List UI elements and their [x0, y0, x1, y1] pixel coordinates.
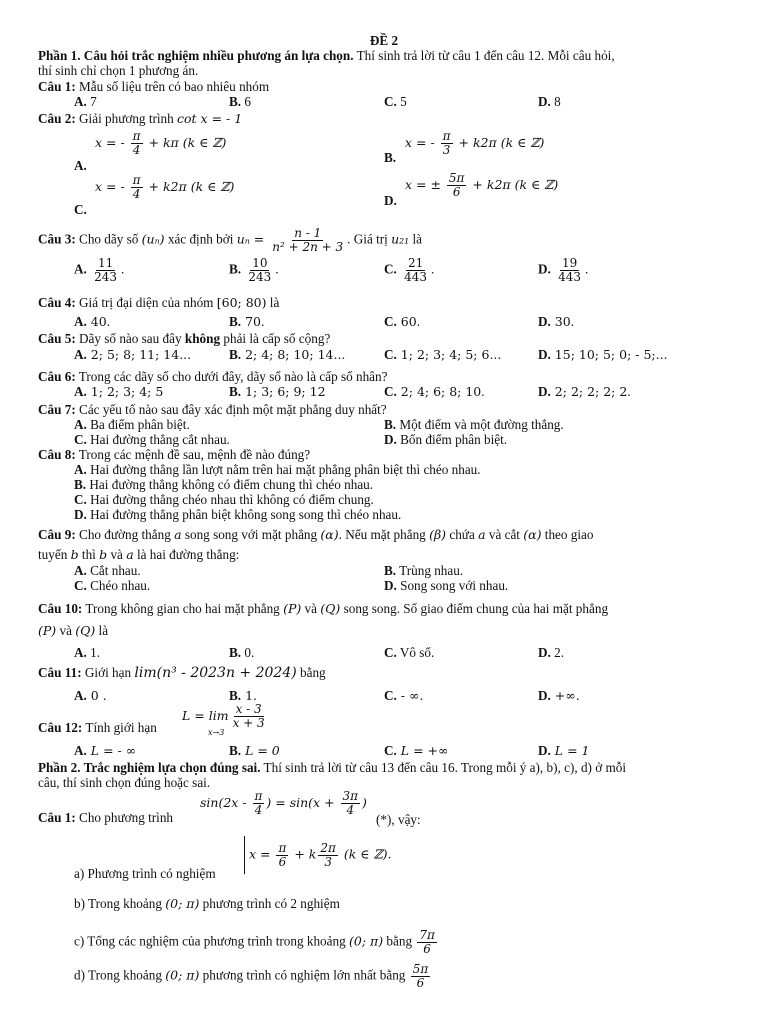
- q2-option-b[interactable]: B.: [384, 150, 397, 165]
- q9-option-a[interactable]: A. Cắt nhau.: [74, 563, 141, 578]
- p2-equation-tail: (*), vậy:: [376, 812, 421, 827]
- q6-option-b[interactable]: B. 1; 3; 6; 9; 12: [229, 384, 326, 399]
- p2-statement-a-expr: x = $\frac{\pi}{6}$ + k $\frac{2\pi}{3}$ (k ∈ ℤ).: [244, 836, 392, 874]
- q6-option-c[interactable]: C. 2; 4; 6; 8; 10.: [384, 384, 485, 399]
- q11-option-a[interactable]: A. 0 .: [74, 688, 107, 703]
- question-3: Câu 3: Cho dãy số (uₙ) xác định bởi uₙ = $\frac{n - 1}{\text{n² + 2n + 3}}$ . Giá trị u₂₁ là: [38, 226, 423, 254]
- q11-option-d[interactable]: D. +∞.: [538, 688, 580, 703]
- q2-option-c-expr: x = - $\frac{\pi}{4}$ + k2π (k ∈ ℤ): [95, 173, 235, 201]
- limit-formula: L = lim $\frac{x - 3}{x + 3}$: [182, 702, 265, 730]
- question-5: Câu 5: Dãy số nào sau đây không phải là cấp số cộng?: [38, 331, 331, 346]
- limit-expression: lim(n³ - 2023n + 2024): [134, 665, 297, 681]
- part1-instr-2: thí sinh chỉ chọn 1 phương án.: [38, 63, 199, 78]
- q9-option-d[interactable]: D. Song song với nhau.: [384, 578, 509, 593]
- question-text: Mẫu số liệu trên có bao nhiêu nhóm: [75, 79, 270, 94]
- limit-subscript: x→3: [208, 728, 225, 737]
- q5-option-a[interactable]: A. 2; 5; 8; 11; 14...: [74, 347, 192, 362]
- q11-option-c[interactable]: C. - ∞.: [384, 688, 424, 703]
- p2-statement-b[interactable]: b) Trong khoảng (0; π) phương trình có 2 nghiệm: [74, 896, 340, 911]
- q1-option-c[interactable]: C. 5: [384, 94, 407, 109]
- p2-statement-c[interactable]: c) Tổng các nghiệm của phương trình trong khoảng (0; π) bằng $\frac{7\pi}{6}$: [74, 928, 435, 956]
- q8-option-b[interactable]: B. Hai đường thẳng không có điểm chung thì chéo nhau.: [74, 477, 374, 492]
- q7-option-b[interactable]: B. Một điểm và một đường thẳng.: [384, 417, 564, 432]
- q5-option-d[interactable]: D. 15; 10; 5; 0; - 5;...: [538, 347, 668, 362]
- q10-option-a[interactable]: A. 1.: [74, 645, 101, 660]
- q11-option-b[interactable]: B. 1.: [229, 688, 257, 703]
- q2-option-d-expr: x = ± $\frac{5\pi}{6}$ + k2π (k ∈ ℤ): [405, 171, 559, 199]
- q7-option-a[interactable]: A. Ba điểm phân biệt.: [74, 417, 190, 432]
- part1-heading: Phần 1. Câu hỏi trắc nghiệm nhiều phương án lựa chọn.: [38, 48, 354, 63]
- q4-option-b[interactable]: B. 70.: [229, 314, 265, 329]
- q10-option-b[interactable]: B. 0.: [229, 645, 255, 660]
- question-4: Câu 4: Giá trị đại diện của nhóm [60; 80) là: [38, 295, 280, 310]
- q1-option-d[interactable]: D. 8: [538, 94, 561, 109]
- question-10-cont: (P) và (Q) là: [38, 623, 109, 638]
- q5-option-c[interactable]: C. 1; 2; 3; 4; 5; 6...: [384, 347, 502, 362]
- exam-title: ĐỀ 2: [369, 33, 399, 48]
- q12-option-d[interactable]: D. L = 1: [538, 743, 590, 758]
- question-6: Câu 6: Trong các dãy số cho dưới đây, dãy số nào là cấp số nhân?: [38, 369, 388, 384]
- part2-heading: Phần 2. Trắc nghiệm lựa chọn đúng sai.: [38, 760, 261, 775]
- q5-option-b[interactable]: B. 2; 4; 8; 10; 14...: [229, 347, 346, 362]
- q3-option-a[interactable]: A. $\frac{11}{243}$ .: [74, 256, 125, 284]
- q10-option-d[interactable]: D. 2.: [538, 645, 565, 660]
- question-2: Câu 2: Giải phương trình cot x = - 1: [38, 111, 243, 126]
- q9-option-c[interactable]: C. Chéo nhau.: [74, 578, 151, 593]
- q12-option-c[interactable]: C. L = +∞: [384, 743, 449, 758]
- question-9: Câu 9: Cho đường thẳng a song song với mặt phẳng (α). Nếu mặt phẳng (β) chứa a và cắt (α) theo giao: [38, 527, 594, 542]
- part2-instructions: Phần 2. Trắc nghiệm lựa chọn đúng sai. Thí sinh trả lời từ câu 13 đến câu 16. Trong mỗi ý a), b), c), d) ở mỗi: [38, 760, 627, 775]
- question-12: Câu 12: Tính giới hạn: [38, 720, 157, 735]
- question-1: [38, 79, 732, 94]
- question-10: Câu 10: Trong không gian cho hai mặt phẳng (P) và (Q) song song. Số giao điểm chung của hai mặt phẳng: [38, 601, 609, 616]
- q2-option-c[interactable]: C.: [74, 202, 87, 217]
- q8-option-a[interactable]: A. Hai đường thẳng lần lượt nằm trên hai mặt phẳng phân biệt thì chéo nhau.: [74, 462, 481, 477]
- equation: cot x = - 1: [177, 111, 243, 126]
- part2-instr-2: câu, thí sinh chọn đúng hoặc sai.: [38, 775, 211, 790]
- q1-option-b[interactable]: B. 6: [229, 94, 251, 109]
- q1-option-a[interactable]: A. 7: [74, 94, 97, 109]
- q6-option-d[interactable]: D. 2; 2; 2; 2; 2.: [538, 384, 631, 399]
- q3-option-d[interactable]: D. $\frac{19}{443}$ .: [538, 256, 589, 284]
- question-7: Câu 7: Các yếu tố nào sau đây xác định một mặt phẳng duy nhất?: [38, 402, 387, 417]
- p2-question-1: Câu 1: Cho phương trình: [38, 810, 174, 825]
- question-11: Câu 11: Giới hạn lim(n³ - 2023n + 2024) bằng: [38, 665, 326, 681]
- q12-option-a[interactable]: A. L = - ∞: [74, 743, 137, 758]
- p2-statement-a[interactable]: a) Phương trình có nghiệm: [74, 866, 216, 881]
- q2-option-b-expr: x = - $\frac{\pi}{3}$ + k2π (k ∈ ℤ): [405, 129, 545, 157]
- q2-option-a-expr: x = - $\frac{\pi}{4}$ + kπ (k ∈ ℤ): [95, 129, 227, 157]
- part1-instr-1: Thí sinh trả lời từ câu 1 đến câu 12. Mỗi câu hỏi,: [353, 48, 615, 63]
- question-label: Câu 1:: [38, 79, 76, 94]
- question-9-cont: tuyến b thì b và a là hai đường thẳng:: [38, 547, 240, 562]
- q4-option-c[interactable]: C. 60.: [384, 314, 421, 329]
- q7-option-d[interactable]: D. Bốn điểm phân biệt.: [384, 432, 508, 447]
- q4-option-d[interactable]: D. 30.: [538, 314, 575, 329]
- part1-instructions: [38, 48, 732, 63]
- q9-option-b[interactable]: B. Trùng nhau.: [384, 563, 464, 578]
- question-8: Câu 8: Trong các mệnh đề sau, mệnh đề nào đúng?: [38, 447, 311, 462]
- q7-option-c[interactable]: C. Hai đường thẳng cắt nhau.: [74, 432, 230, 447]
- p2-statement-d[interactable]: d) Trong khoảng (0; π) phương trình có nghiệm lớn nhất bằng $\frac{5\pi}{6}$: [74, 962, 429, 990]
- q3-option-b[interactable]: B. $\frac{10}{243}$ .: [229, 256, 279, 284]
- q8-option-d[interactable]: D. Hai đường thẳng phân biệt không song song thì chéo nhau.: [74, 507, 402, 522]
- q8-option-c[interactable]: C. Hai đường thẳng chéo nhau thì không có điểm chung.: [74, 492, 374, 507]
- q3-option-c[interactable]: C. $\frac{21}{443}$ .: [384, 256, 435, 284]
- q2-option-d[interactable]: D.: [384, 193, 397, 208]
- q6-option-a[interactable]: A. 1; 2; 3; 4; 5: [74, 384, 164, 399]
- p2-equation: sin(2x - $\frac{\pi}{4}$ ) = sin(x + $\frac{3\pi}{4}$ ): [200, 789, 367, 817]
- q4-option-a[interactable]: A. 40.: [74, 314, 111, 329]
- q12-option-b[interactable]: B. L = 0: [229, 743, 280, 758]
- q2-option-a[interactable]: A.: [74, 158, 87, 173]
- q10-option-c[interactable]: C. Vô số.: [384, 645, 435, 660]
